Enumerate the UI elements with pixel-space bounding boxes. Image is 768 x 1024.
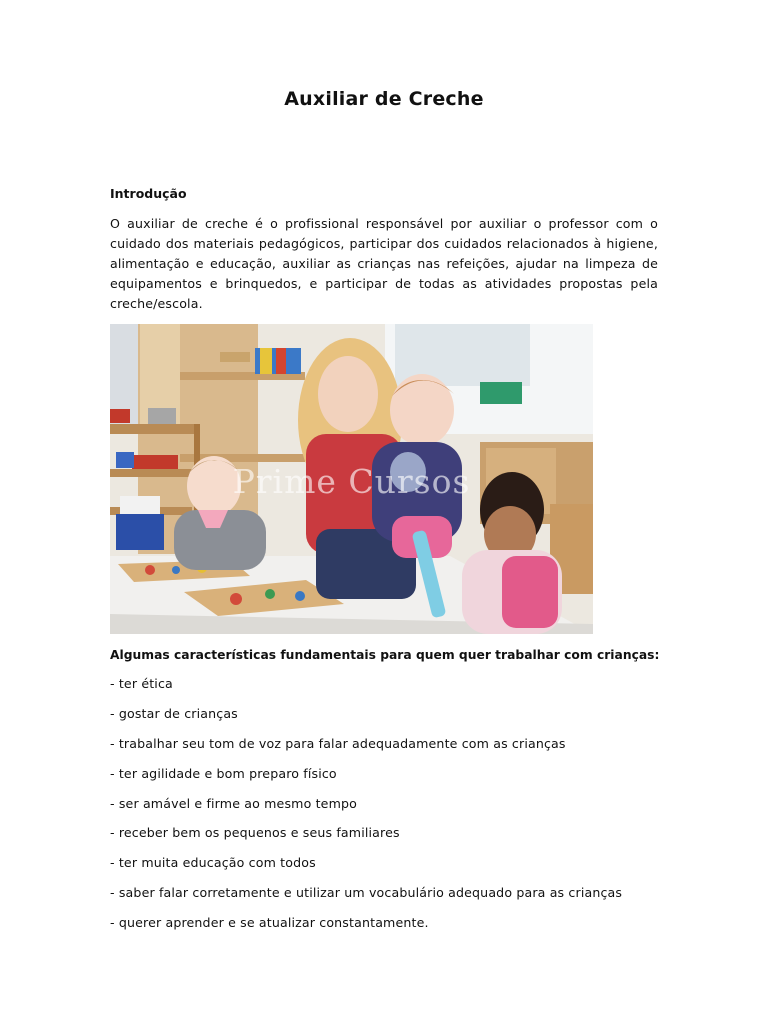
list-item: - querer aprender e se atualizar constantamente. <box>110 915 429 931</box>
characteristics-heading: Algumas características fundamentais para quem quer trabalhar com crianças: <box>110 648 660 662</box>
list-item: - saber falar corretamente e utilizar um vocabulário adequado para as crianças <box>110 885 623 901</box>
characteristics-list <box>110 674 622 943</box>
photo-watermark: Prime Cursos <box>232 462 471 501</box>
list-item: - ter agilidade e bom preparo físico <box>110 765 337 781</box>
intro-paragraph: O auxiliar de creche é o profissional responsável por auxiliar o professor com o cuidado dos materiais pedagógicos, participar dos cuidados relacionados à higiene, alimentação e educação, auxiliar as crianças nas refeições, ajudar na limpeza de equipamentos e brinquedos, e participar de todas as atividades propostas pela creche/escola. <box>110 216 658 311</box>
list-item: - ter muita educação com todos <box>110 855 316 871</box>
list-item: - ser amável e firme ao mesmo tempo <box>110 795 357 811</box>
list-item: - gostar de crianças <box>110 705 238 721</box>
page-title: Auxiliar de Creche <box>284 88 484 110</box>
list-item: - ter ética <box>110 676 173 691</box>
classroom-photo <box>110 324 593 634</box>
list-item: - trabalhar seu tom de voz para falar adequadamente com as crianças <box>110 735 566 751</box>
intro-heading: Introdução <box>110 186 187 201</box>
list-item: - receber bem os pequenos e seus familiares <box>110 825 400 841</box>
